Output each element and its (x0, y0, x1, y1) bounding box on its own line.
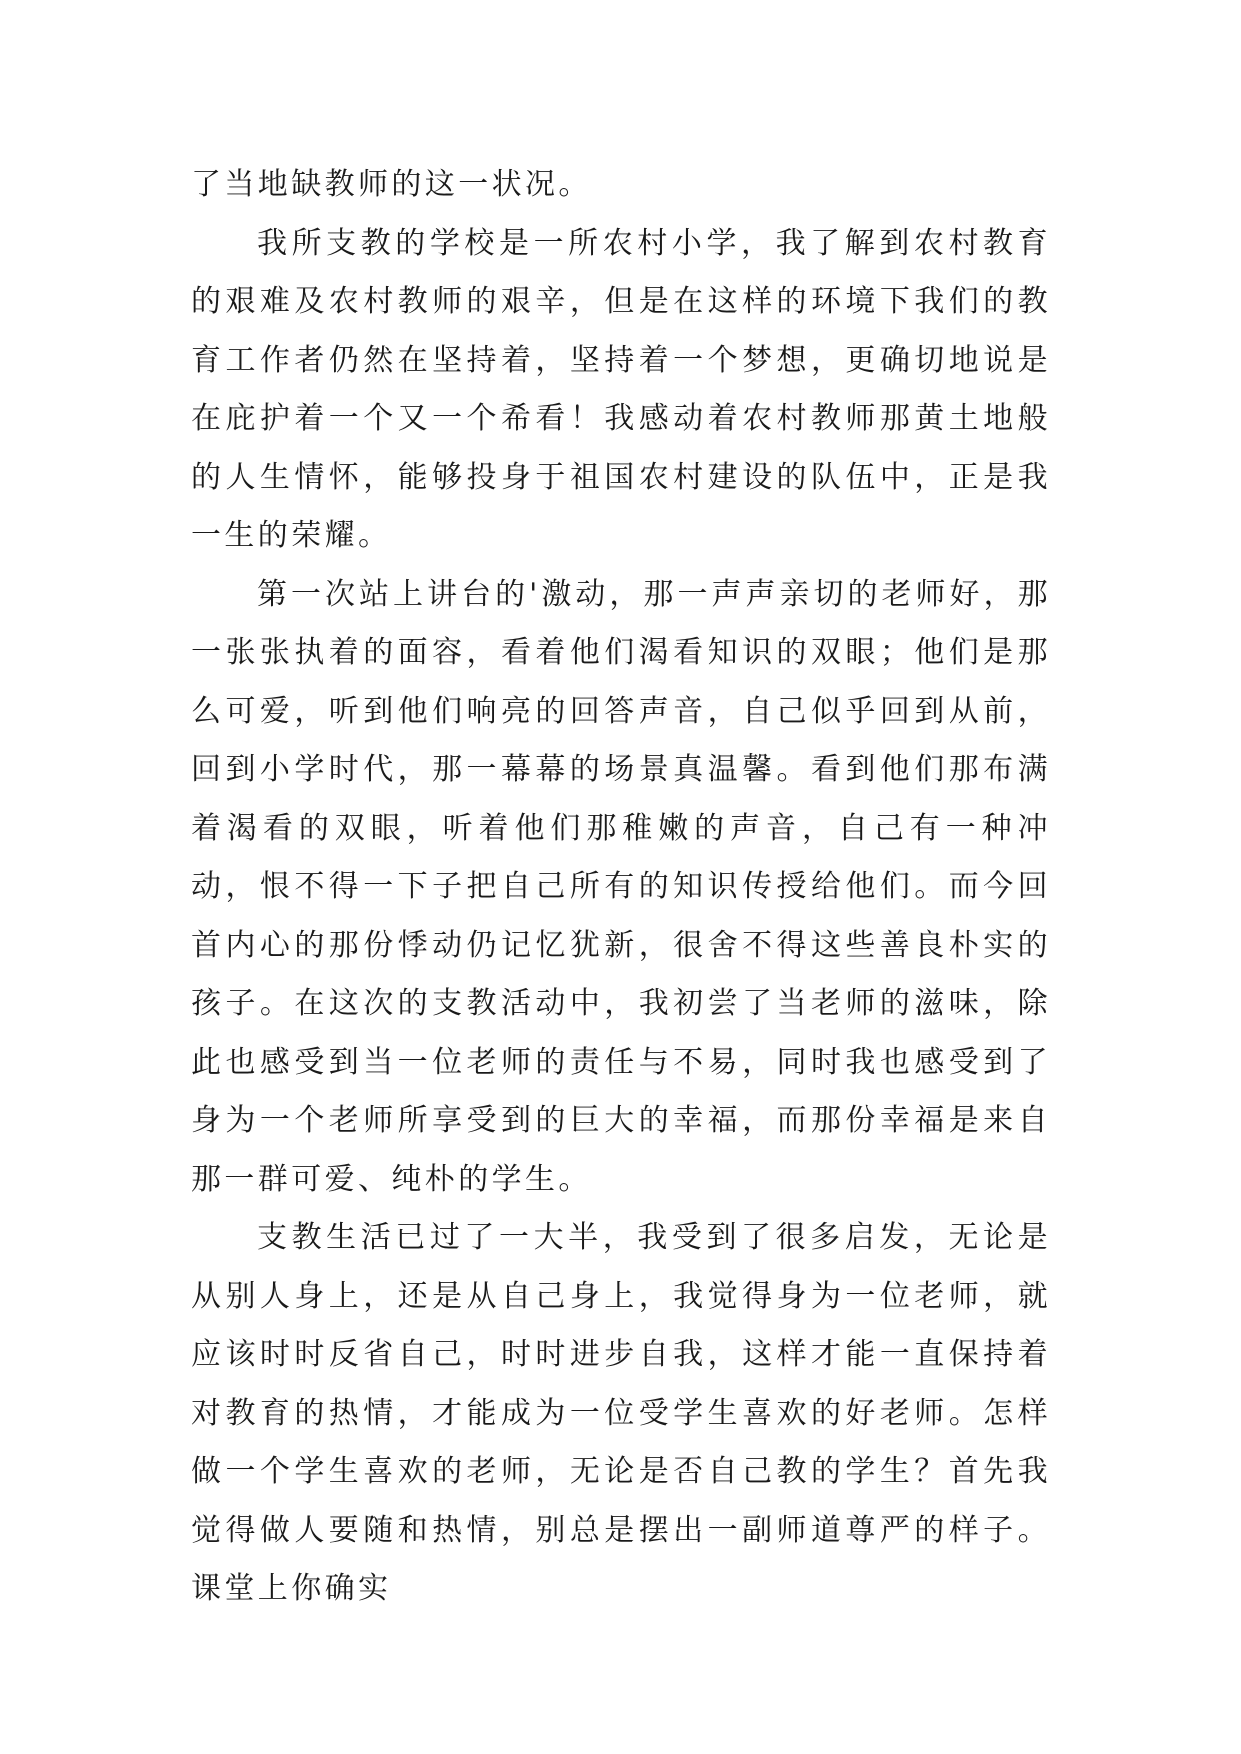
paragraph-2: 我所支教的学校是一所农村小学，我了解到农村教育的艰难及农村教师的艰辛，但是在这样的环境下我们的教育工作者仍然在坚持着，坚持着一个梦想，更确切地说是在庇护着一个又一个希看！我感动着农村教师那黄土地般的人生情怀，能够投身于祖国农村建设的队伍中，正是我一生的荣耀。 (191, 225, 1051, 553)
paragraph-1: 了当地缺教师的这一状况。 (191, 167, 592, 202)
paragraph-3: 第一次站上讲台的'激动，那一声声亲切的老师好，那一张张执着的面容，看着他们渴看知识的双眼；他们是那么可爱，听到他们响亮的回答声音，自己似乎回到从前，回到小学时代，那一幕幕的场景真温馨。看到他们那布满着渴看的双眼，听着他们那稚嫩的声音，自己有一种冲动，恨不得一下子把自己所有的知识传授给他们。而今回首内心的那份悸动仍记忆犹新，很舍不得这些善良朴实的孩子。在这次的支教活动中，我初尝了当老师的滋味，除此也感受到当一位老师的责任与不易，同时我也感受到了身为一个老师所享受到的巨大的幸福，而那份幸福是来自那一群可爱、纯朴的学生。 (191, 576, 1051, 1197)
body-text (191, 156, 1051, 1619)
paragraph-4: 支教生活已过了一大半，我受到了很多启发，无论是从别人身上，还是从自己身上，我觉得身为一位老师，就应该时时反省自己，时时进步自我，这样才能一直保持着对教育的热情，才能成为一位受学生喜欢的好老师。怎样做一个学生喜欢的老师，无论是否自己教的学生？首先我觉得做人要随和热情，别总是摆出一副师道尊严的样子。课堂上你确实 (191, 1220, 1051, 1606)
